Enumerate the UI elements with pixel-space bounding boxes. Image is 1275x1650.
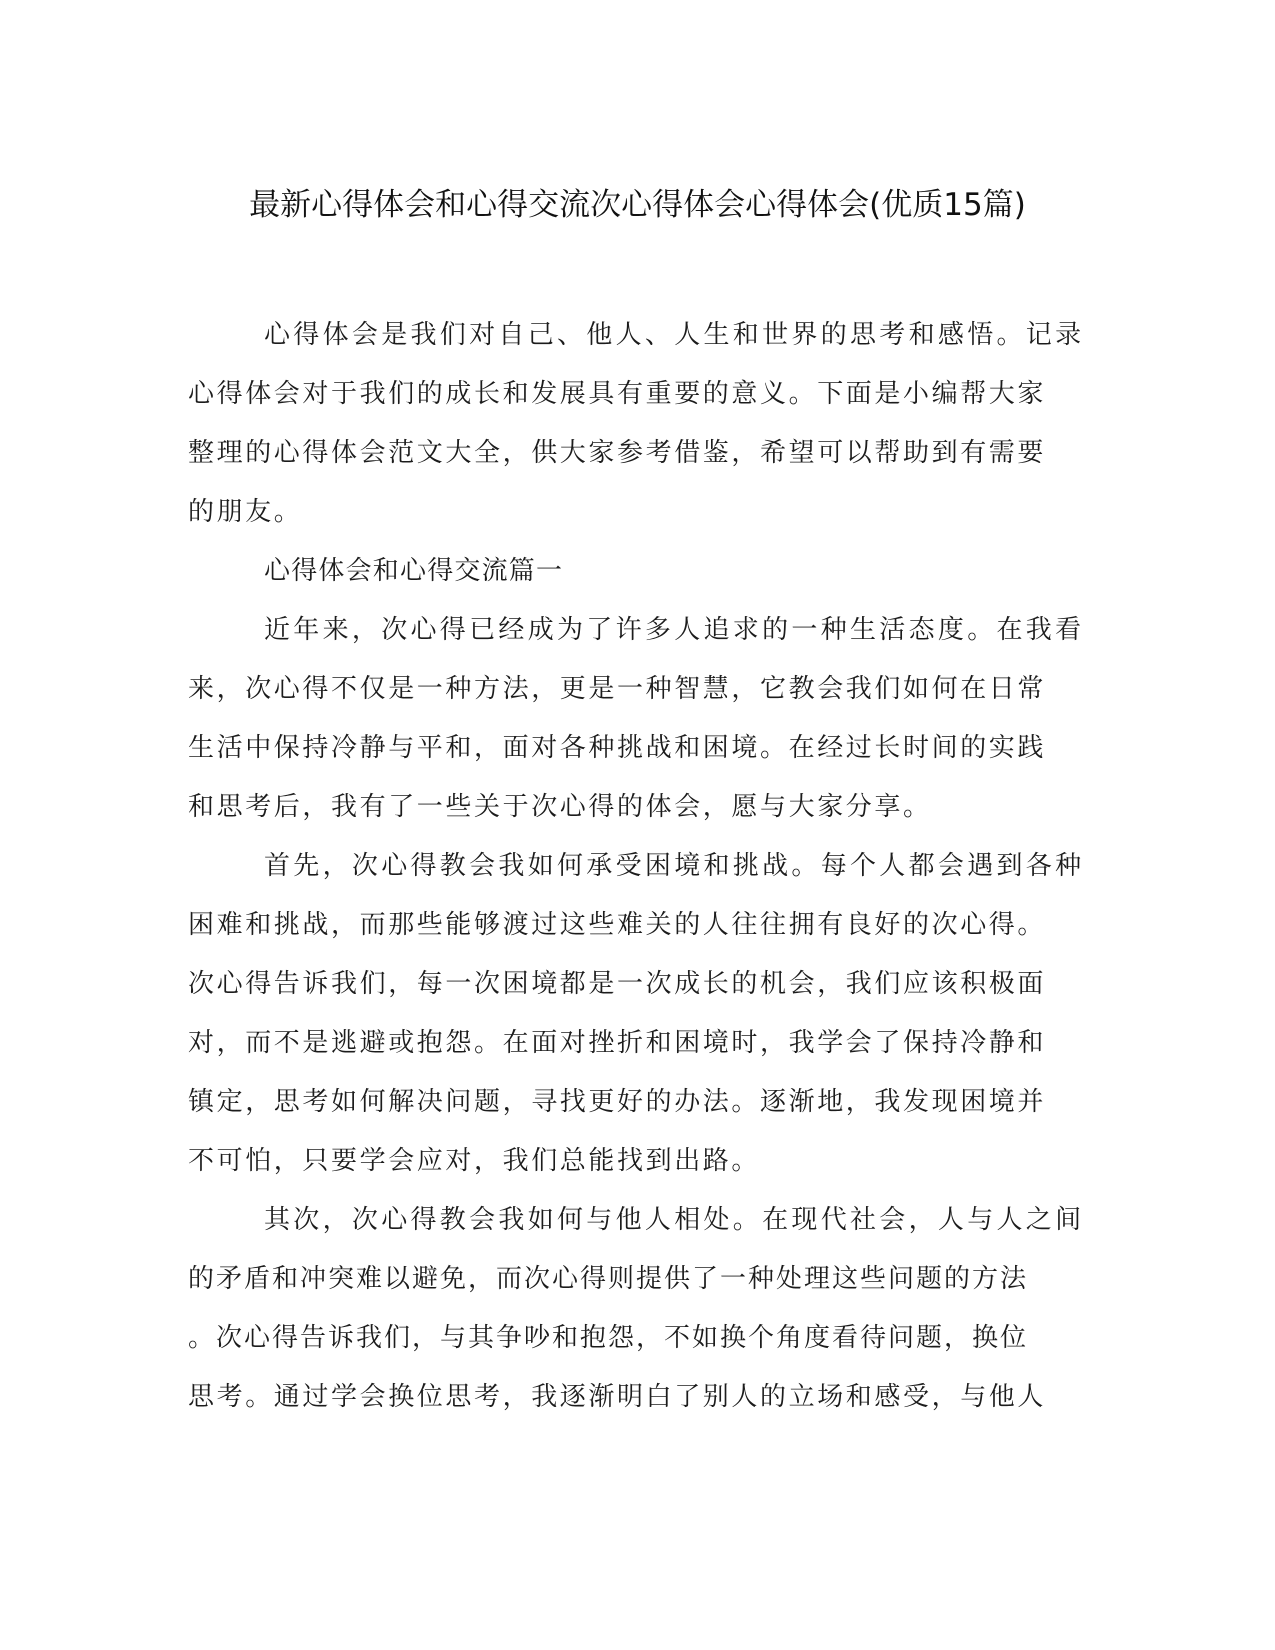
paragraph-line: 近年来，次心得已经成为了许多人追求的一种生活态度。在我看	[264, 615, 1085, 645]
section-heading: 心得体会和心得交流篇一	[264, 556, 564, 586]
paragraph-line: 不可怕，只要学会应对，我们总能找到出路。	[188, 1146, 761, 1176]
paragraph-line: 的矛盾和冲突难以避免，而次心得则提供了一种处理这些问题的方法	[188, 1264, 1029, 1294]
paragraph-line: 思考。通过学会换位思考，我逐渐明白了别人的立场和感受，与他人	[188, 1382, 1047, 1412]
paragraph-line: 心得体会是我们对自己、他人、人生和世界的思考和感悟。记录	[264, 320, 1085, 350]
paragraph-line: 整理的心得体会范文大全，供大家参考借鉴，希望可以帮助到有需要	[188, 438, 1047, 468]
paragraph-line: 首先，次心得教会我如何承受困境和挑战。每个人都会遇到各种	[264, 851, 1085, 881]
paragraph-line: 来，次心得不仅是一种方法，更是一种智慧，它教会我们如何在日常	[188, 674, 1047, 704]
paragraph-line: 困难和挑战，而那些能够渡过这些难关的人往往拥有良好的次心得。	[188, 910, 1047, 940]
paragraph-line: 次心得告诉我们，每一次困境都是一次成长的机会，我们应该积极面	[188, 969, 1047, 999]
paragraph-line: 镇定，思考如何解决问题，寻找更好的办法。逐渐地，我发现困境并	[188, 1087, 1047, 1117]
paragraph-line: 的朋友。	[188, 497, 303, 527]
paragraph-line: 生活中保持冷静与平和，面对各种挑战和困境。在经过长时间的实践	[188, 733, 1047, 763]
paragraph-line: 。次心得告诉我们，与其争吵和抱怨，不如换个角度看待问题，换位	[188, 1323, 1029, 1353]
paragraph-line: 和思考后，我有了一些关于次心得的体会，愿与大家分享。	[188, 792, 932, 822]
document-title: 最新心得体会和心得交流次心得体会心得体会(优质15篇)	[249, 187, 1026, 223]
paragraph-line: 对，而不是逃避或抱怨。在面对挫折和困境时，我学会了保持冷静和	[188, 1028, 1047, 1058]
paragraph-line: 心得体会对于我们的成长和发展具有重要的意义。下面是小编帮大家	[188, 379, 1047, 409]
paragraph-line: 其次，次心得教会我如何与他人相处。在现代社会，人与人之间	[264, 1205, 1085, 1235]
